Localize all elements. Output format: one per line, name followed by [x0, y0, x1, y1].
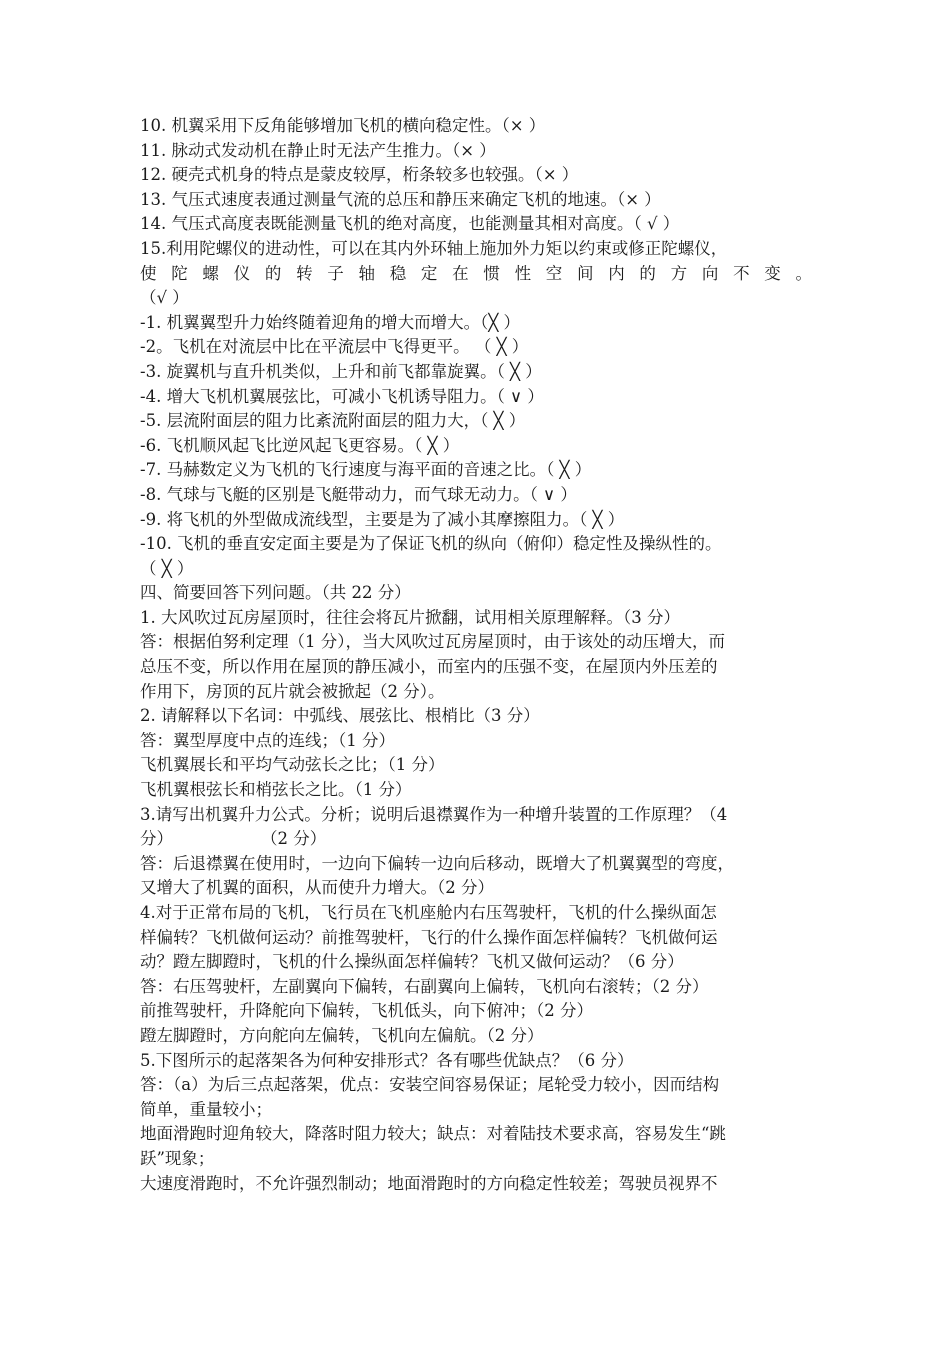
q3-score: （2 分）: [261, 829, 327, 849]
tf-item-14: 14. 气压式高度表既能测量飞机的绝对高度，也能测量其相对高度。（ √ ）: [140, 214, 680, 234]
q5-answer-line5: 大速度滑跑时，不允许强烈制动；地面滑跑时的方向稳定性较差；驾驶员视界不: [140, 1173, 718, 1193]
q5-answer-line3: 地面滑跑时迎角较大，降落时阻力较大；缺点：对着陆技术要求高，容易发生“跳: [140, 1124, 726, 1144]
tf-item-15-line2: 使陀螺仪的转子轴稳定在惯性空间内的方向不变。: [140, 263, 812, 283]
q4-question-line2: 样偏转？飞机做何运动？前推驾驶杆，飞行的什么操作面怎样偏转？飞机做何运: [140, 927, 718, 947]
document-body: [140, 114, 812, 1196]
neg-item-6: -6. 飞机顺风起飞比逆风起飞更容易。（ ╳ ）: [140, 435, 460, 455]
q5-answer-line1: 答：（a）为后三点起落架，优点：安装空间容易保证；尾轮受力较小，因而结构: [140, 1075, 720, 1095]
q1-question: 1. 大风吹过瓦房屋顶时，往往会将瓦片掀翻，试用相关原理解释。（3 分）: [140, 607, 680, 627]
q2-question: 2. 请解释以下名词：中弧线、展弦比、根梢比（3 分）: [140, 706, 540, 726]
neg-item-2: -2。飞机在对流层中比在平流层中飞得更平。 （ ╳ ）: [140, 337, 529, 357]
neg-item-10-line2: （ ╳ ）: [140, 558, 194, 578]
q3-question-line2: [140, 827, 812, 852]
q3-answer-line2: 又增大了机翼的面积，从而使升力增大。（2 分）: [140, 878, 494, 898]
neg-item-3: -3. 旋翼机与直升机类似，上升和前飞都靠旋翼。（ ╳ ）: [140, 361, 542, 381]
q5-answer-line4: 跃”现象；: [140, 1148, 215, 1168]
tf-item-13: 13. 气压式速度表通过测量气流的总压和静压来确定飞机的地速。（× ）: [140, 189, 661, 209]
q2-answer-line1: 答：翼型厚度中点的连线；（1 分）: [140, 730, 395, 750]
neg-item-1: -1. 机翼翼型升力始终随着迎角的增大而增大。（╳ ）: [140, 312, 520, 332]
q4-question-line3: 动？蹬左脚蹬时，飞机的什么操纵面怎样偏转？飞机又做何运动？（6 分）: [140, 952, 684, 972]
neg-item-7: -7. 马赫数定义为飞机的飞行速度与海平面的音速之比。（ ╳ ）: [140, 460, 592, 480]
q2-answer-line2: 飞机翼展长和平均气动弦长之比；（1 分）: [140, 755, 445, 775]
q3-answer-line1: 答：后退襟翼在使用时，一边向下偏转一边向后移动，既增大了机翼翼型的弯度，: [140, 853, 734, 873]
tf-item-15-line3: （√ ）: [140, 288, 189, 308]
neg-item-10-line1: -10. 飞机的垂直安定面主要是为了保证飞机的纵向（俯仰）稳定性及操纵性的。: [140, 534, 722, 554]
tf-item-15-line1: 15.利用陀螺仪的进动性，可以在其内外环轴上施加外力矩以约束或修正陀螺仪，: [140, 238, 728, 258]
q1-answer-line1: 答：根据伯努利定理（1 分），当大风吹过瓦房屋顶时，由于该处的动压增大，而: [140, 632, 725, 652]
neg-item-4: -4. 增大飞机机翼展弦比，可减小飞机诱导阻力。（ ∨ ）: [140, 386, 544, 406]
tf-item-10: 10. 机翼采用下反角能够增加飞机的横向稳定性。（× ）: [140, 116, 546, 135]
tf-item-11: 11. 脉动式发动机在静止时无法产生推力。（× ）: [140, 140, 496, 160]
q3-question-line1: 3.请写出机翼升力公式。分析；说明后退襟翼作为一种增升装置的工作原理？（4: [140, 804, 728, 824]
q5-question: 5.下图所示的起落架各为何种安排形式？各有哪些优缺点？（6 分）: [140, 1050, 634, 1070]
neg-item-8: -8. 气球与飞艇的区别是飞艇带动力，而气球无动力。（ ∨ ）: [140, 484, 577, 504]
q4-answer-line2: 前推驾驶杆，升降舵向下偏转，飞机低头，向下俯冲；（2 分）: [140, 1001, 593, 1021]
neg-item-9: -9. 将飞机的外型做成流线型，主要是为了减小其摩擦阻力。（ ╳ ）: [140, 509, 625, 529]
q3-question-continuation: 分）: [140, 829, 173, 849]
neg-item-5: -5. 层流附面层的阻力比紊流附面层的阻力大，（ ╳ ）: [140, 411, 526, 431]
q1-answer-line2: 总压不变，所以作用在屋顶的静压减小，而室内的压强不变，在屋顶内外压差的: [140, 657, 718, 677]
q2-answer-line3: 飞机翼根弦长和梢弦长之比。（1 分）: [140, 780, 412, 800]
tf-item-12: 12. 硬壳式机身的特点是蒙皮较厚，桁条较多也较强。（× ）: [140, 165, 579, 185]
q4-question-line1: 4.对于正常布局的飞机，飞行员在飞机座舱内右压驾驶杆，飞机的什么操纵面怎: [140, 903, 717, 922]
q5-answer-line2: 简单，重量较小；: [140, 1099, 272, 1119]
q4-answer-line1: 答：右压驾驶杆，左副翼向下偏转，右副翼向上偏转，飞机向右滚转；（2 分）: [140, 976, 709, 996]
q1-answer-line3: 作用下，房顶的瓦片就会被掀起（2 分）。: [140, 681, 445, 701]
q4-answer-line3: 蹬左脚蹬时，方向舵向左偏转，飞机向左偏航。（2 分）: [140, 1025, 544, 1045]
section-4-title: 四、简要回答下列问题。（共 22 分）: [140, 583, 411, 603]
